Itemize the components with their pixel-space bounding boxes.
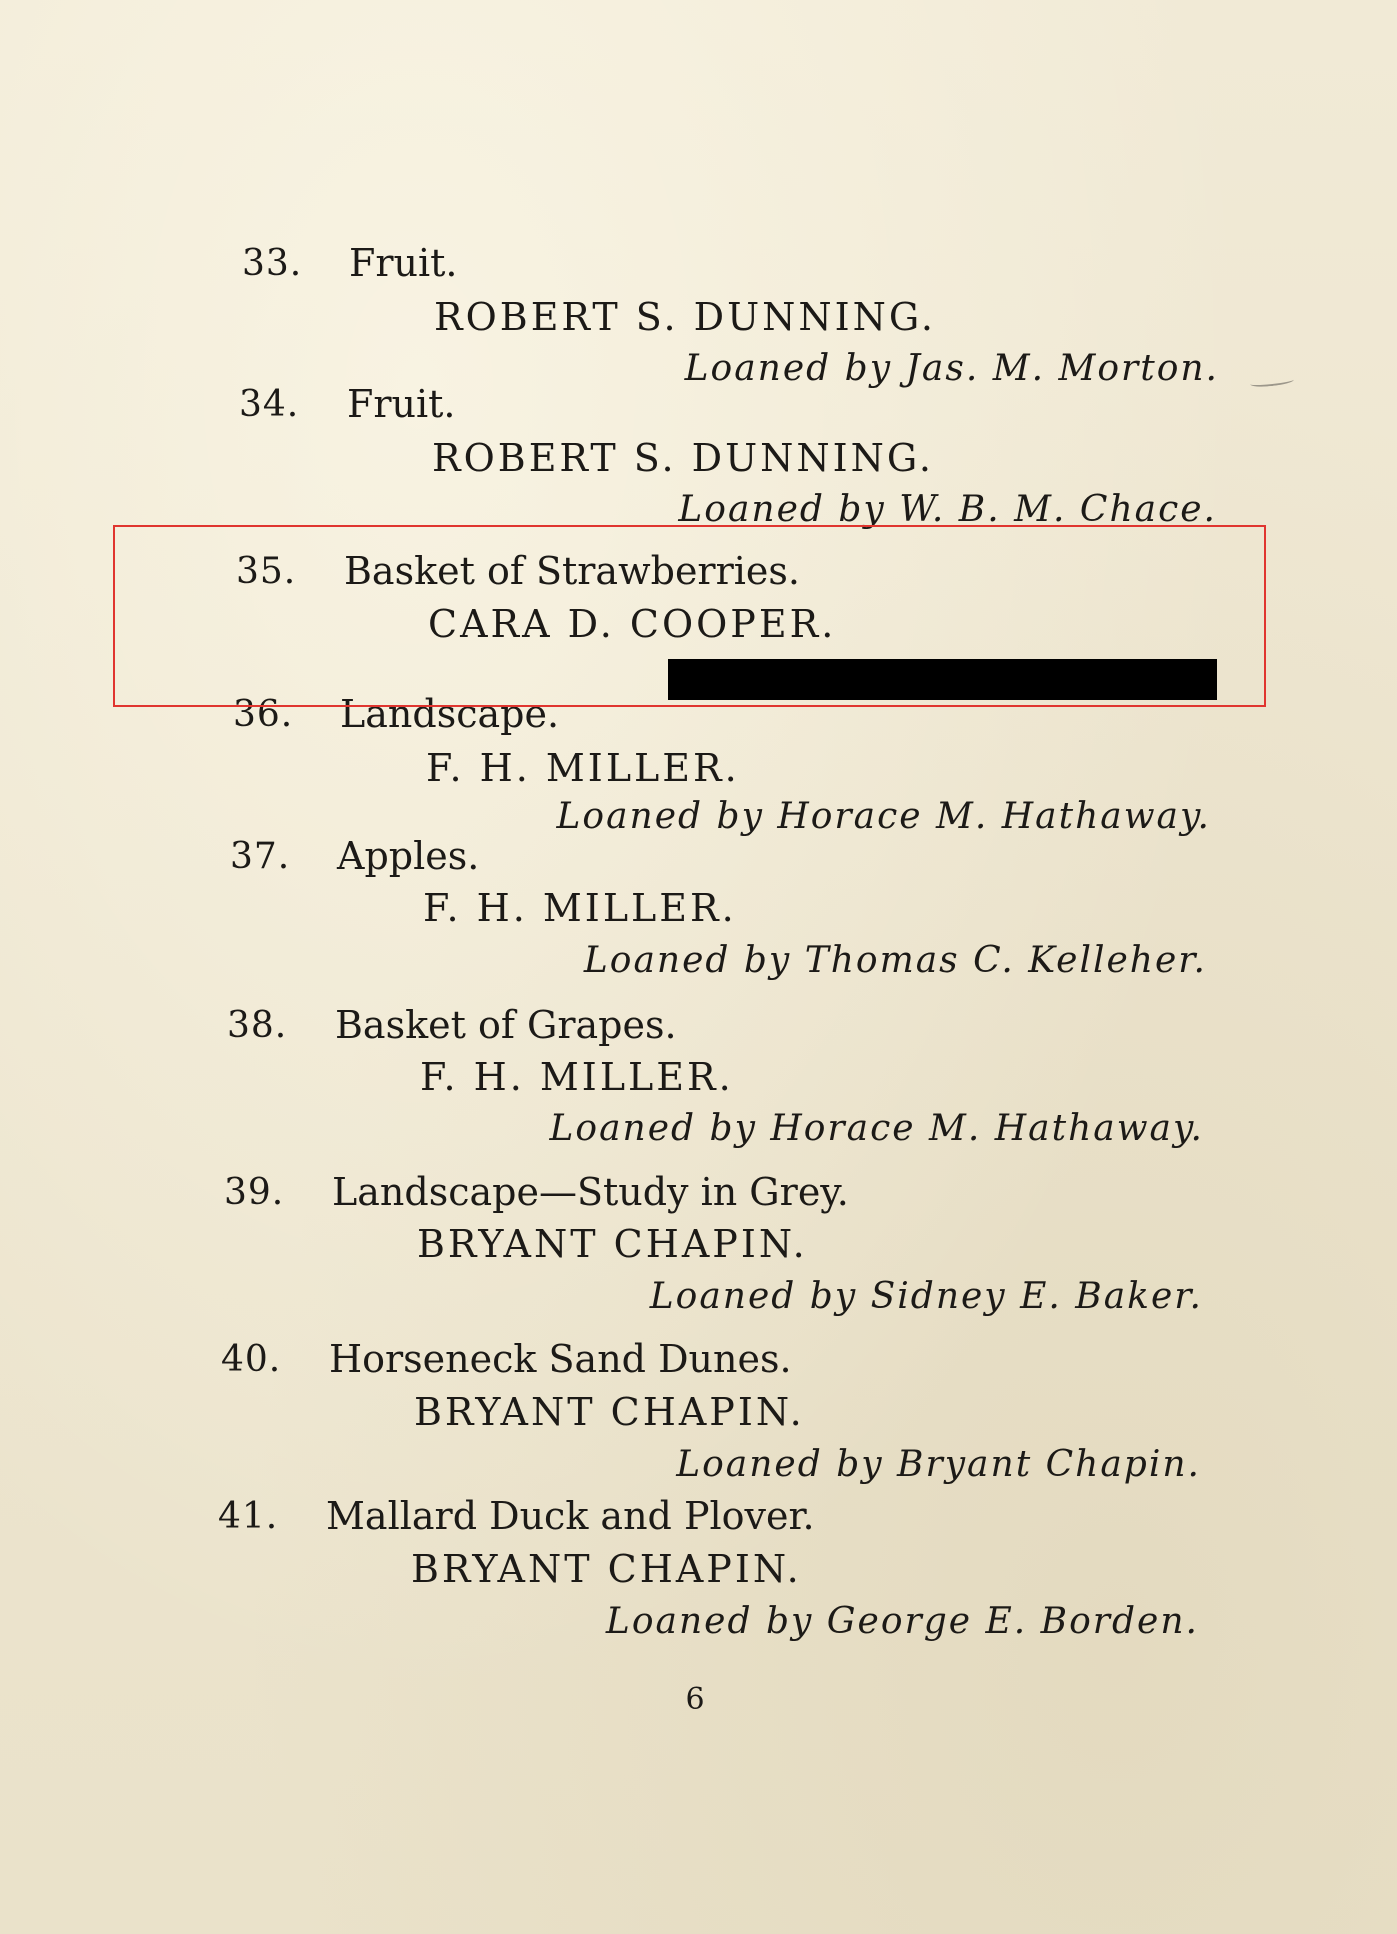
entry-number: 40. bbox=[221, 1339, 282, 1380]
entry-loaned-by: Loaned by Jas. M. Morton. bbox=[684, 348, 1219, 389]
entry-artist: F. H. MILLER. bbox=[426, 746, 740, 790]
entry-artist: BRYANT CHAPIN. bbox=[414, 1390, 805, 1434]
entry-loaned-by: Loaned by Sidney E. Baker. bbox=[649, 1276, 1203, 1317]
entry-title: Horseneck Sand Dunes. bbox=[329, 1337, 792, 1381]
entry-number: 39. bbox=[224, 1172, 285, 1213]
entry-loaned-by: Loaned by Horace M. Hathaway. bbox=[556, 796, 1211, 837]
entry-number: 38. bbox=[227, 1005, 288, 1046]
page-number: 6 bbox=[685, 1682, 705, 1717]
entry-title: Basket of Strawberries. bbox=[344, 549, 800, 593]
entry-title: Apples. bbox=[337, 834, 480, 878]
entry-number: 33. bbox=[242, 243, 303, 284]
entry-number: 34. bbox=[239, 384, 300, 425]
entry-artist: BRYANT CHAPIN. bbox=[411, 1547, 802, 1591]
entry-artist: ROBERT S. DUNNING. bbox=[432, 436, 934, 480]
entry-artist: BRYANT CHAPIN. bbox=[417, 1222, 808, 1266]
entry-loaned-by: Loaned by W. B. M. Chace. bbox=[678, 489, 1217, 530]
entry-title: Mallard Duck and Plover. bbox=[326, 1494, 815, 1538]
entry-number: 35. bbox=[236, 551, 297, 592]
pencil-mark bbox=[1250, 376, 1295, 389]
entry-number: 41. bbox=[218, 1496, 279, 1537]
entry-title: Landscape—Study in Grey. bbox=[332, 1170, 849, 1214]
entry-title: Fruit. bbox=[349, 241, 458, 285]
entry-number: 37. bbox=[230, 836, 291, 877]
entry-loaned-by: Loaned by Horace M. Hathaway. bbox=[549, 1108, 1204, 1149]
entry-title: Landscape. bbox=[340, 692, 560, 736]
highlight-box bbox=[113, 525, 1266, 707]
entry-artist: CARA D. COOPER. bbox=[428, 602, 837, 646]
entry-title: Fruit. bbox=[347, 382, 456, 426]
entry-artist: F. H. MILLER. bbox=[423, 886, 737, 930]
entry-loaned-by: Loaned by Bryant Chapin. bbox=[676, 1444, 1201, 1485]
entry-loaned-by: Loaned by George E. Borden. bbox=[605, 1601, 1199, 1642]
entry-title: Basket of Grapes. bbox=[335, 1003, 677, 1047]
entry-loaned-by: Loaned by Thomas C. Kelleher. bbox=[583, 940, 1207, 981]
entry-artist: F. H. MILLER. bbox=[420, 1055, 734, 1099]
entry-artist: ROBERT S. DUNNING. bbox=[434, 295, 936, 339]
entry-number: 36. bbox=[233, 694, 294, 735]
